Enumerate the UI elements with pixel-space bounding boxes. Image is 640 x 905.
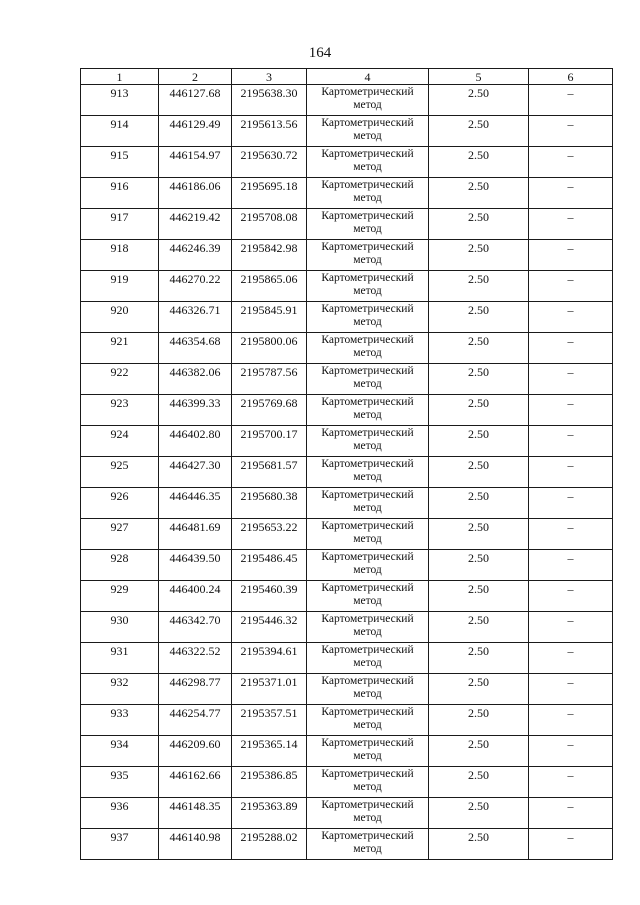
cell-coord-y: 2195695.18 bbox=[232, 178, 307, 209]
table-row bbox=[81, 147, 613, 178]
table-row bbox=[81, 736, 613, 767]
cell-note: – bbox=[529, 178, 613, 209]
table-row bbox=[81, 798, 613, 829]
cell-point-number: 931 bbox=[81, 643, 159, 674]
cell-accuracy: 2.50 bbox=[429, 147, 529, 178]
table-row bbox=[81, 829, 613, 860]
cell-point-number: 920 bbox=[81, 302, 159, 333]
cell-coord-y: 2195769.68 bbox=[232, 395, 307, 426]
table-row bbox=[81, 612, 613, 643]
cell-coord-x: 446219.42 bbox=[159, 209, 232, 240]
cell-note: – bbox=[529, 209, 613, 240]
cell-note: – bbox=[529, 395, 613, 426]
table-row bbox=[81, 302, 613, 333]
cell-accuracy: 2.50 bbox=[429, 457, 529, 488]
cell-note: – bbox=[529, 488, 613, 519]
cell-accuracy: 2.50 bbox=[429, 643, 529, 674]
cell-coord-x: 446399.33 bbox=[159, 395, 232, 426]
cell-coord-y: 2195371.01 bbox=[232, 674, 307, 705]
cell-accuracy: 2.50 bbox=[429, 674, 529, 705]
cell-point-number: 918 bbox=[81, 240, 159, 271]
cell-point-number: 924 bbox=[81, 426, 159, 457]
cell-accuracy: 2.50 bbox=[429, 426, 529, 457]
cell-note: – bbox=[529, 364, 613, 395]
cell-point-number: 932 bbox=[81, 674, 159, 705]
table-row bbox=[81, 85, 613, 116]
cell-accuracy: 2.50 bbox=[429, 612, 529, 643]
cell-accuracy: 2.50 bbox=[429, 736, 529, 767]
table-row bbox=[81, 550, 613, 581]
cell-accuracy: 2.50 bbox=[429, 178, 529, 209]
table-row bbox=[81, 457, 613, 488]
cell-note: – bbox=[529, 674, 613, 705]
cell-coord-x: 446427.30 bbox=[159, 457, 232, 488]
cell-coord-y: 2195394.61 bbox=[232, 643, 307, 674]
cell-point-number: 937 bbox=[81, 829, 159, 860]
cell-accuracy: 2.50 bbox=[429, 488, 529, 519]
cell-coord-y: 2195613.56 bbox=[232, 116, 307, 147]
cell-method: Картометрический метод bbox=[307, 147, 429, 178]
cell-method: Картометрический метод bbox=[307, 581, 429, 612]
cell-note: – bbox=[529, 271, 613, 302]
cell-method: Картометрический метод bbox=[307, 178, 429, 209]
cell-coord-x: 446298.77 bbox=[159, 674, 232, 705]
cell-accuracy: 2.50 bbox=[429, 798, 529, 829]
table-row bbox=[81, 209, 613, 240]
table-row bbox=[81, 643, 613, 674]
cell-method: Картометрический метод bbox=[307, 85, 429, 116]
cell-point-number: 926 bbox=[81, 488, 159, 519]
cell-method: Картометрический метод bbox=[307, 674, 429, 705]
cell-accuracy: 2.50 bbox=[429, 829, 529, 860]
cell-coord-y: 2195630.72 bbox=[232, 147, 307, 178]
cell-method: Картометрический метод bbox=[307, 457, 429, 488]
cell-coord-x: 446439.50 bbox=[159, 550, 232, 581]
cell-point-number: 934 bbox=[81, 736, 159, 767]
cell-point-number: 929 bbox=[81, 581, 159, 612]
cell-coord-x: 446254.77 bbox=[159, 705, 232, 736]
cell-coord-y: 2195638.30 bbox=[232, 85, 307, 116]
table-row bbox=[81, 519, 613, 550]
cell-coord-x: 446162.66 bbox=[159, 767, 232, 798]
coordinates-table bbox=[80, 68, 613, 860]
cell-coord-y: 2195460.39 bbox=[232, 581, 307, 612]
cell-method: Картометрический метод bbox=[307, 240, 429, 271]
cell-point-number: 927 bbox=[81, 519, 159, 550]
cell-accuracy: 2.50 bbox=[429, 333, 529, 364]
cell-note: – bbox=[529, 240, 613, 271]
cell-accuracy: 2.50 bbox=[429, 519, 529, 550]
cell-note: – bbox=[529, 302, 613, 333]
page-number: 164 bbox=[308, 45, 332, 61]
cell-coord-x: 446400.24 bbox=[159, 581, 232, 612]
cell-method: Картометрический метод bbox=[307, 488, 429, 519]
cell-accuracy: 2.50 bbox=[429, 240, 529, 271]
cell-method: Картометрический метод bbox=[307, 271, 429, 302]
cell-accuracy: 2.50 bbox=[429, 302, 529, 333]
cell-accuracy: 2.50 bbox=[429, 271, 529, 302]
cell-method: Картометрический метод bbox=[307, 116, 429, 147]
cell-method: Картометрический метод bbox=[307, 829, 429, 860]
cell-note: – bbox=[529, 829, 613, 860]
cell-accuracy: 2.50 bbox=[429, 550, 529, 581]
table-row bbox=[81, 364, 613, 395]
cell-coord-y: 2195708.08 bbox=[232, 209, 307, 240]
cell-note: – bbox=[529, 116, 613, 147]
cell-coord-x: 446186.06 bbox=[159, 178, 232, 209]
cell-coord-x: 446446.35 bbox=[159, 488, 232, 519]
table-row bbox=[81, 395, 613, 426]
cell-coord-y: 2195446.32 bbox=[232, 612, 307, 643]
cell-method: Картометрический метод bbox=[307, 550, 429, 581]
cell-accuracy: 2.50 bbox=[429, 85, 529, 116]
header-col-2: 2 bbox=[159, 69, 232, 85]
cell-accuracy: 2.50 bbox=[429, 209, 529, 240]
header-col-6: 6 bbox=[529, 69, 613, 85]
cell-accuracy: 2.50 bbox=[429, 116, 529, 147]
cell-method: Картометрический метод bbox=[307, 612, 429, 643]
table-row bbox=[81, 767, 613, 798]
table-row bbox=[81, 333, 613, 364]
cell-coord-y: 2195842.98 bbox=[232, 240, 307, 271]
table-row bbox=[81, 240, 613, 271]
cell-coord-x: 446481.69 bbox=[159, 519, 232, 550]
cell-method: Картометрический метод bbox=[307, 736, 429, 767]
cell-coord-x: 446322.52 bbox=[159, 643, 232, 674]
cell-accuracy: 2.50 bbox=[429, 581, 529, 612]
cell-coord-y: 2195681.57 bbox=[232, 457, 307, 488]
table-row bbox=[81, 178, 613, 209]
cell-point-number: 935 bbox=[81, 767, 159, 798]
cell-note: – bbox=[529, 705, 613, 736]
cell-method: Картометрический метод bbox=[307, 302, 429, 333]
cell-coord-y: 2195787.56 bbox=[232, 364, 307, 395]
header-col-3: 3 bbox=[232, 69, 307, 85]
cell-note: – bbox=[529, 550, 613, 581]
cell-note: – bbox=[529, 643, 613, 674]
cell-point-number: 933 bbox=[81, 705, 159, 736]
cell-coord-y: 2195865.06 bbox=[232, 271, 307, 302]
cell-method: Картометрический метод bbox=[307, 333, 429, 364]
cell-coord-x: 446354.68 bbox=[159, 333, 232, 364]
cell-coord-x: 446270.22 bbox=[159, 271, 232, 302]
header-col-5: 5 bbox=[429, 69, 529, 85]
cell-point-number: 917 bbox=[81, 209, 159, 240]
cell-point-number: 921 bbox=[81, 333, 159, 364]
cell-point-number: 915 bbox=[81, 147, 159, 178]
cell-note: – bbox=[529, 798, 613, 829]
cell-note: – bbox=[529, 147, 613, 178]
cell-accuracy: 2.50 bbox=[429, 705, 529, 736]
cell-coord-x: 446148.35 bbox=[159, 798, 232, 829]
cell-accuracy: 2.50 bbox=[429, 767, 529, 798]
cell-note: – bbox=[529, 457, 613, 488]
cell-point-number: 922 bbox=[81, 364, 159, 395]
cell-note: – bbox=[529, 612, 613, 643]
cell-coord-x: 446246.39 bbox=[159, 240, 232, 271]
cell-coord-x: 446402.80 bbox=[159, 426, 232, 457]
table-row bbox=[81, 116, 613, 147]
cell-point-number: 916 bbox=[81, 178, 159, 209]
cell-note: – bbox=[529, 426, 613, 457]
cell-coord-y: 2195288.02 bbox=[232, 829, 307, 860]
cell-note: – bbox=[529, 333, 613, 364]
table-row bbox=[81, 674, 613, 705]
cell-coord-x: 446382.06 bbox=[159, 364, 232, 395]
cell-method: Картометрический метод bbox=[307, 767, 429, 798]
table-body bbox=[81, 85, 613, 860]
cell-point-number: 913 bbox=[81, 85, 159, 116]
table-row bbox=[81, 705, 613, 736]
cell-coord-x: 446127.68 bbox=[159, 85, 232, 116]
header-col-4: 4 bbox=[307, 69, 429, 85]
cell-coord-y: 2195386.85 bbox=[232, 767, 307, 798]
cell-point-number: 936 bbox=[81, 798, 159, 829]
table-row bbox=[81, 271, 613, 302]
cell-point-number: 930 bbox=[81, 612, 159, 643]
cell-point-number: 925 bbox=[81, 457, 159, 488]
cell-coord-x: 446326.71 bbox=[159, 302, 232, 333]
cell-note: – bbox=[529, 581, 613, 612]
cell-coord-y: 2195680.38 bbox=[232, 488, 307, 519]
table-header-row bbox=[81, 69, 613, 85]
cell-coord-x: 446342.70 bbox=[159, 612, 232, 643]
cell-coord-x: 446140.98 bbox=[159, 829, 232, 860]
cell-coord-x: 446209.60 bbox=[159, 736, 232, 767]
cell-note: – bbox=[529, 736, 613, 767]
cell-coord-y: 2195363.89 bbox=[232, 798, 307, 829]
cell-method: Картометрический метод bbox=[307, 798, 429, 829]
table-row bbox=[81, 581, 613, 612]
cell-note: – bbox=[529, 767, 613, 798]
cell-method: Картометрический метод bbox=[307, 705, 429, 736]
cell-accuracy: 2.50 bbox=[429, 364, 529, 395]
cell-coord-y: 2195357.51 bbox=[232, 705, 307, 736]
cell-method: Картометрический метод bbox=[307, 643, 429, 674]
cell-method: Картометрический метод bbox=[307, 519, 429, 550]
cell-point-number: 919 bbox=[81, 271, 159, 302]
cell-coord-y: 2195486.45 bbox=[232, 550, 307, 581]
cell-note: – bbox=[529, 519, 613, 550]
cell-method: Картометрический метод bbox=[307, 209, 429, 240]
cell-point-number: 928 bbox=[81, 550, 159, 581]
cell-method: Картометрический метод bbox=[307, 395, 429, 426]
cell-method: Картометрический метод bbox=[307, 426, 429, 457]
cell-point-number: 914 bbox=[81, 116, 159, 147]
cell-accuracy: 2.50 bbox=[429, 395, 529, 426]
table-row bbox=[81, 488, 613, 519]
cell-method: Картометрический метод bbox=[307, 364, 429, 395]
cell-point-number: 923 bbox=[81, 395, 159, 426]
cell-coord-x: 446154.97 bbox=[159, 147, 232, 178]
cell-coord-y: 2195700.17 bbox=[232, 426, 307, 457]
cell-note: – bbox=[529, 85, 613, 116]
cell-coord-x: 446129.49 bbox=[159, 116, 232, 147]
cell-coord-y: 2195653.22 bbox=[232, 519, 307, 550]
cell-coord-y: 2195845.91 bbox=[232, 302, 307, 333]
cell-coord-y: 2195365.14 bbox=[232, 736, 307, 767]
cell-coord-y: 2195800.06 bbox=[232, 333, 307, 364]
header-col-1: 1 bbox=[81, 69, 159, 85]
table-row bbox=[81, 426, 613, 457]
